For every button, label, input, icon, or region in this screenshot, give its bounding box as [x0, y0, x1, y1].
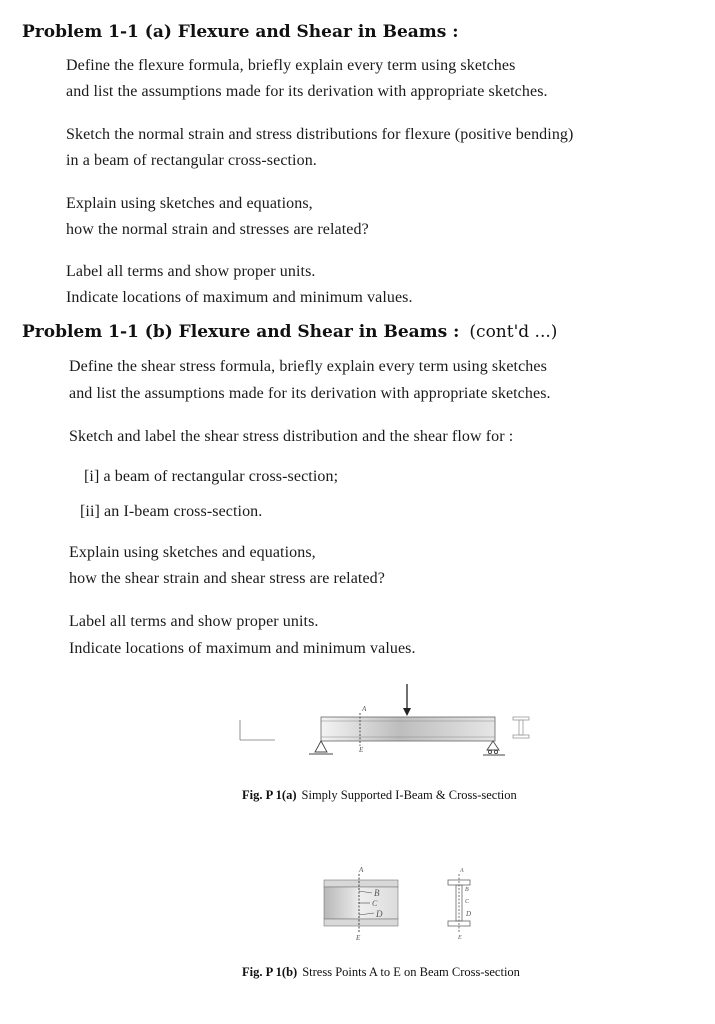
- problem-b-line-2: and list the assumptions made for its derivation with appropriate sketches.: [69, 385, 551, 402]
- figure-a-beam-diagram: [235, 680, 535, 780]
- figure-a-label-bottom: E: [359, 746, 364, 754]
- problem-b-line-9: Indicate locations of maximum and minimum values.: [69, 640, 416, 657]
- figure-b-stress-points-diagram: [310, 860, 510, 960]
- problem-b-line-1: Define the shear stress formula, briefly explain every term using sketches: [69, 358, 547, 375]
- section-label-b: B: [465, 887, 469, 893]
- figure-b-label-c: C: [372, 899, 378, 908]
- problem-b-line-7: how the shear strain and shear stress are related?: [69, 570, 385, 587]
- problem-a-line-3: Sketch the normal strain and stress distributions for flexure (positive bending): [66, 126, 574, 143]
- problem-a-line-7: Label all terms and show proper units.: [66, 263, 316, 280]
- problem-b-heading: Problem 1-1 (b) Flexure and Shear in Beams : (cont'd ...): [22, 322, 558, 342]
- problem-a-line-8: Indicate locations of maximum and minimum values.: [66, 289, 413, 306]
- figure-b-label-d: D: [376, 909, 383, 919]
- problem-a-line-6: how the normal strain and stresses are related?: [66, 221, 369, 238]
- i-section-sketch: [513, 717, 529, 738]
- figure-b-label-e: E: [356, 934, 361, 942]
- problem-a-line-5: Explain using sketches and equations,: [66, 195, 313, 212]
- problem-a-line-4: in a beam of rectangular cross-section.: [66, 152, 317, 169]
- problem-a-line-2: and list the assumptions made for its derivation with appropriate sketches.: [66, 83, 548, 100]
- problem-b-line-3: Sketch and label the shear stress distribution and the shear flow for :: [69, 428, 514, 445]
- left-pin-support: [309, 741, 333, 754]
- problem-b-line-4: [i] a beam of rectangular cross-section;: [84, 468, 339, 485]
- section-label-d: D: [466, 910, 472, 918]
- beam-body: [321, 717, 495, 741]
- problem-b-line-5: [ii] an I-beam cross-section.: [80, 503, 263, 520]
- section-label-c: C: [465, 899, 470, 905]
- section-label-e: E: [458, 935, 462, 941]
- load-arrow: [403, 684, 411, 716]
- problem-a-line-1: Define the flexure formula, briefly explain every term using sketches: [66, 57, 516, 74]
- beam-segment: [324, 874, 398, 932]
- figure-b-caption: Fig. P 1(b) Stress Points A to E on Beam Cross-section: [242, 965, 520, 979]
- section-label-a: A: [460, 868, 464, 874]
- problem-b-line-6: Explain using sketches and equations,: [69, 544, 316, 561]
- figure-a-label-top: A: [362, 705, 367, 713]
- figure-b-label-a: A: [359, 866, 364, 874]
- problem-a-heading: Problem 1-1 (a) Flexure and Shear in Beams :: [22, 22, 459, 42]
- figure-a-caption: Fig. P 1(a) Simply Supported I-Beam & Cross-section: [242, 788, 517, 802]
- problem-b-line-8: Label all terms and show proper units.: [69, 613, 319, 630]
- right-roller-support: [483, 741, 505, 755]
- problem-b-heading-cont: (cont'd ...): [469, 322, 558, 342]
- axis-sketch: [240, 720, 275, 740]
- figure-b-label-b: B: [374, 888, 380, 898]
